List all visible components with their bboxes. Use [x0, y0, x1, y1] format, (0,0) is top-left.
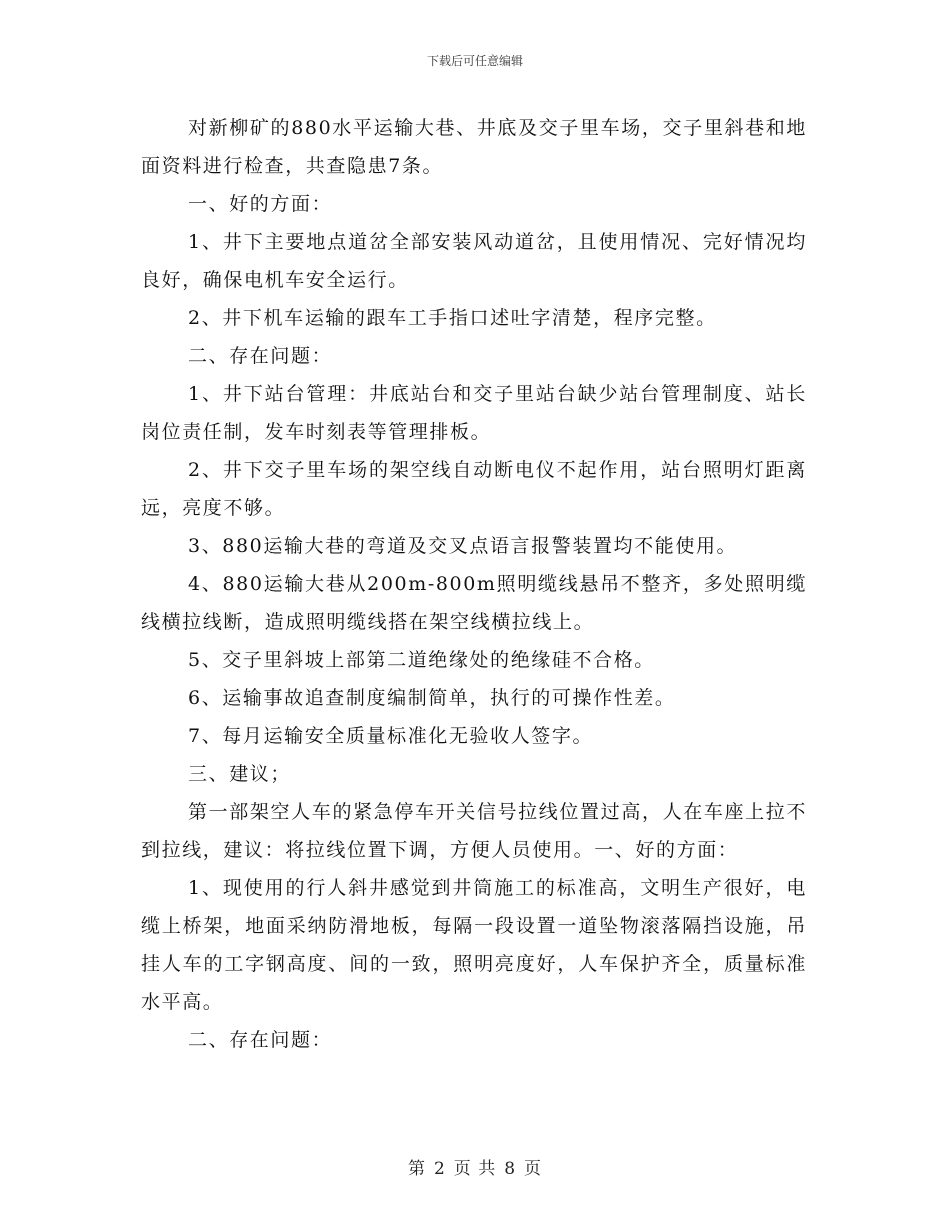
paragraph-problem-3: 3、880运输大巷的弯道及交叉点语言报警装置均不能使用。 — [188, 535, 738, 557]
paragraph-intro: 对新柳矿的880水平运输大巷、井底及交子里车场，交子里斜巷和地面资料进行检查，共查隐患7条。 — [141, 117, 807, 177]
section-heading-problems: 二、存在问题： — [188, 345, 333, 367]
section-heading-problems-2: 二、存在问题： — [188, 1029, 333, 1051]
paragraph-problem-4: 4、880运输大巷从200m-800m照明缆线悬吊不整齐，多处照明缆线横拉线断，造成照明缆线搭在架空线横拉线上。 — [141, 573, 807, 633]
paragraph-good-1: 1、井下主要地点道岔全部安装风动道岔，且使用情况、完好情况均良好，确保电机车安全运行。 — [141, 231, 807, 291]
paragraph-problem-7: 7、每月运输安全质量标准化无验收人签字。 — [188, 725, 594, 747]
document-body — [141, 109, 807, 1059]
paragraph-good-2: 2、井下机车运输的跟车工手指口述吐字清楚，程序完整。 — [188, 307, 717, 329]
footer-label-end: 页 — [524, 1159, 543, 1179]
footer-label-page: 第 — [407, 1159, 426, 1179]
paragraph-suggestion: 第一部架空人车的紧急停车开关信号拉线位置过高，人在车座上拉不到拉线，建议：将拉线位置下调，方便人员使用。一、好的方面： — [141, 801, 807, 861]
footer-label-of: 页 共 — [453, 1159, 497, 1179]
page-footer — [0, 1154, 950, 1179]
section-heading-good: 一、好的方面： — [188, 193, 333, 215]
paragraph-good-incline: 1、现使用的行人斜井感觉到井筒施工的标准高，文明生产很好，电缆上桥架，地面采纳防滑地板，每隔一段设置一道坠物滚落隔挡设施，吊挂人车的工字钢高度、间的一致，照明亮度好，人车保护齐全，质量标准水平高。 — [141, 877, 807, 1013]
page-header: 下载后可任意编辑 — [426, 54, 523, 68]
current-page-number: 2 — [433, 1159, 446, 1179]
total-pages-number: 8 — [504, 1159, 517, 1179]
paragraph-problem-1: 1、井下站台管理：井底站台和交子里站台缺少站台管理制度、站长岗位责任制，发车时刻表等管理排板。 — [141, 383, 807, 443]
section-heading-suggestions: 三、建议； — [188, 763, 292, 785]
paragraph-problem-6: 6、运输事故追查制度编制简单，执行的可操作性差。 — [188, 687, 676, 709]
paragraph-problem-5: 5、交子里斜坡上部第二道绝缘处的绝缘硅不合格。 — [188, 649, 655, 671]
paragraph-problem-2: 2、井下交子里车场的架空线自动断电仪不起作用，站台照明灯距离远，亮度不够。 — [141, 459, 807, 519]
